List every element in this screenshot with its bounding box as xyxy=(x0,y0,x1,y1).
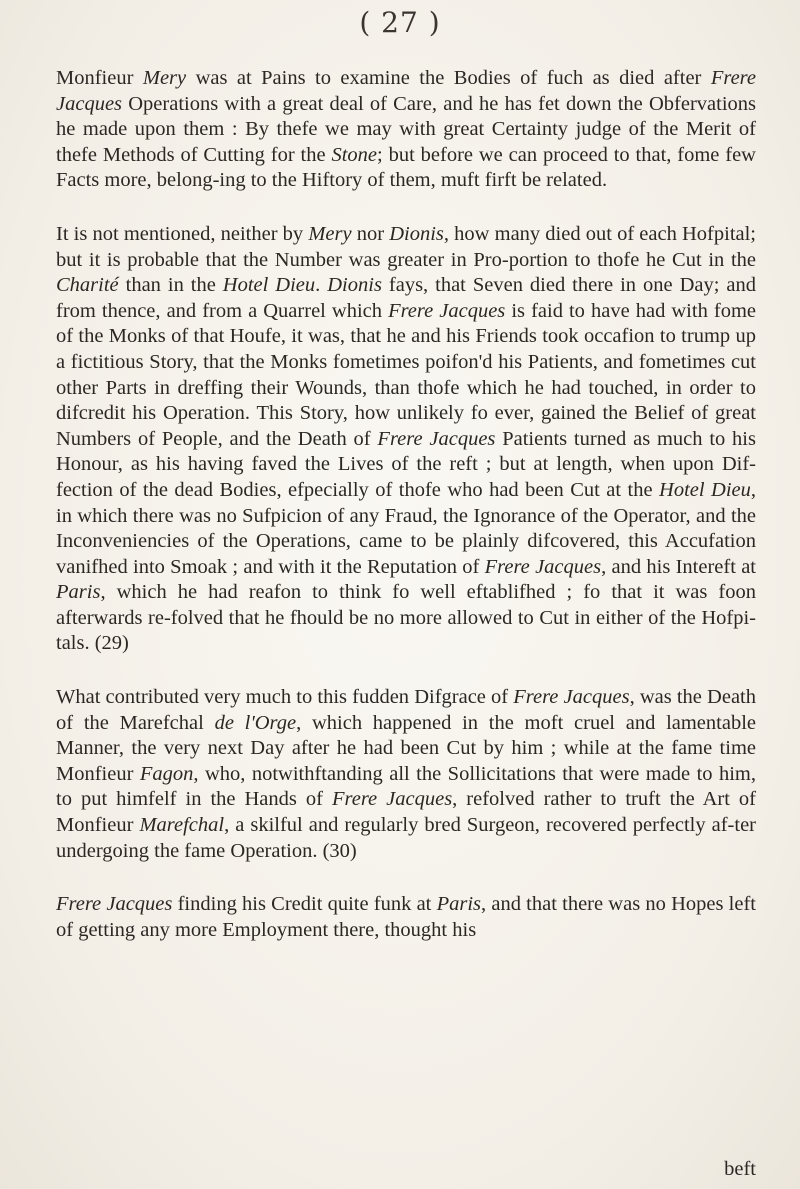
text-run: , refolved rather to truft the Art of Monfieur xyxy=(56,788,756,837)
text-run: Patients turned as much to his Honour, as his having faved the Lives of the reft ; but at length, when upon Dif-fection of the dead Bodies, efpecially of thofe who had been Cut at the xyxy=(56,427,756,501)
page-number: ( 27 ) xyxy=(359,6,441,39)
italic-text: Paris xyxy=(436,893,482,916)
text-run: finding his Credit quite funk at xyxy=(172,893,437,916)
body-text xyxy=(56,66,756,971)
catchword: beft xyxy=(724,1158,756,1180)
text-run: , in which there was no Sufpicion of any Fraud, the Ignorance of the Operator, and the Inconveniencies of the Operations, came to be plainly difcovered, this Accufation vanifhed into Smoak ; and with it the Reputation of xyxy=(56,478,756,578)
text-run: , and his Intereft at xyxy=(601,555,756,578)
italic-text: Frere Jacques xyxy=(56,893,173,916)
italic-text: Marefchal xyxy=(139,814,225,837)
text-run: It is not mentioned, neither by xyxy=(56,222,309,245)
italic-text: Mery xyxy=(308,222,352,245)
paragraph-4 xyxy=(56,892,756,943)
italic-text: Hotel Dieu xyxy=(659,478,751,501)
text-run: fays, that Seven died there in one Day; and from thence, and from a Quarrel which xyxy=(56,274,756,322)
italic-text: Frere Jacques xyxy=(377,427,496,450)
text-run: than in the xyxy=(118,274,223,297)
paragraph-text xyxy=(56,892,756,943)
text-run: , how many died out of each Hofpital; but it is probable that the Number was greater in Pro-portion to thofe he Cut in the xyxy=(56,222,757,271)
paragraph-text xyxy=(56,222,756,657)
paragraph-2 xyxy=(56,222,756,657)
text-run: What contributed very much to this fudden Difgrace of xyxy=(56,686,514,709)
paragraph-text xyxy=(56,685,756,864)
text-run: , was the Death of the Marefchal xyxy=(56,686,756,734)
text-run: , which happened in the moft cruel and lamentable Manner, the very next Day after he had been Cut by him ; while at the fame time Monfieur xyxy=(56,711,756,785)
italic-text: Stone xyxy=(331,143,378,166)
italic-text: Frere Jacques xyxy=(513,686,630,709)
italic-text: Frere Jacques xyxy=(388,299,506,322)
italic-text: Hotel Dieu xyxy=(222,274,316,297)
italic-text: Frere Jacques xyxy=(484,555,602,578)
text-run: ; but before we can proceed to that, fome few Facts more, belong-ing to the Hiftory of them, muft firft be related. xyxy=(56,143,756,192)
italic-text: Frere Jacques xyxy=(56,67,756,115)
paragraph-text xyxy=(56,66,756,194)
italic-text: Mery xyxy=(142,67,187,89)
text-run: Operations with a great deal of Care, and he has fet down the Obfervations he made upon them : By thefe we may with great Certainty judge of the Merit of thefe Methods of Cutting for the xyxy=(56,92,756,166)
italic-text: Dionis xyxy=(389,222,444,245)
text-run: Monfieur xyxy=(56,67,143,89)
text-run: , who, notwithftanding all the Sollicitations that were made to him, to put himfelf in the Hands of xyxy=(56,762,756,811)
italic-text: Frere Jacques xyxy=(331,788,453,811)
text-run: was at Pains to examine the Bodies of fuch as died after xyxy=(186,67,711,89)
text-run: , and that there was no Hopes left of getting any more Employment there, thought his xyxy=(56,893,756,941)
paragraph-1 xyxy=(56,66,756,194)
text-run: nor xyxy=(351,222,390,245)
text-run: , which he had reafon to think fo well eftablifhed ; fo that it was foon afterwards re-folved that he fhould be no more allowed to Cut in either of the Hofpi-tals. (29) xyxy=(56,581,756,655)
italic-text: Charité xyxy=(56,274,119,297)
italic-text: Paris xyxy=(56,581,101,604)
text-run: is faid to have had with fome of the Monks of that Houfe, it was, that he and his Friends took occafion to trump up a fictitious Story, that the Monks fometimes poifon'd his Patients, and fometimes cut other Parts in dreffing their Wounds, than thofe which he had touched, in order to difcredit his Operation. This Story, how unlikely fo ever, gained the Belief of great Numbers of People, and the Death of xyxy=(56,299,756,450)
paragraph-3 xyxy=(56,685,756,864)
text-run: . xyxy=(315,274,328,297)
italic-text: de l'Orge xyxy=(214,711,297,734)
italic-text: Dionis xyxy=(327,274,382,297)
text-run: , a skilful and regularly bred Surgeon, recovered perfectly af-ter undergoing the fame Operation. (30) xyxy=(56,814,756,862)
italic-text: Fagon xyxy=(139,762,194,785)
